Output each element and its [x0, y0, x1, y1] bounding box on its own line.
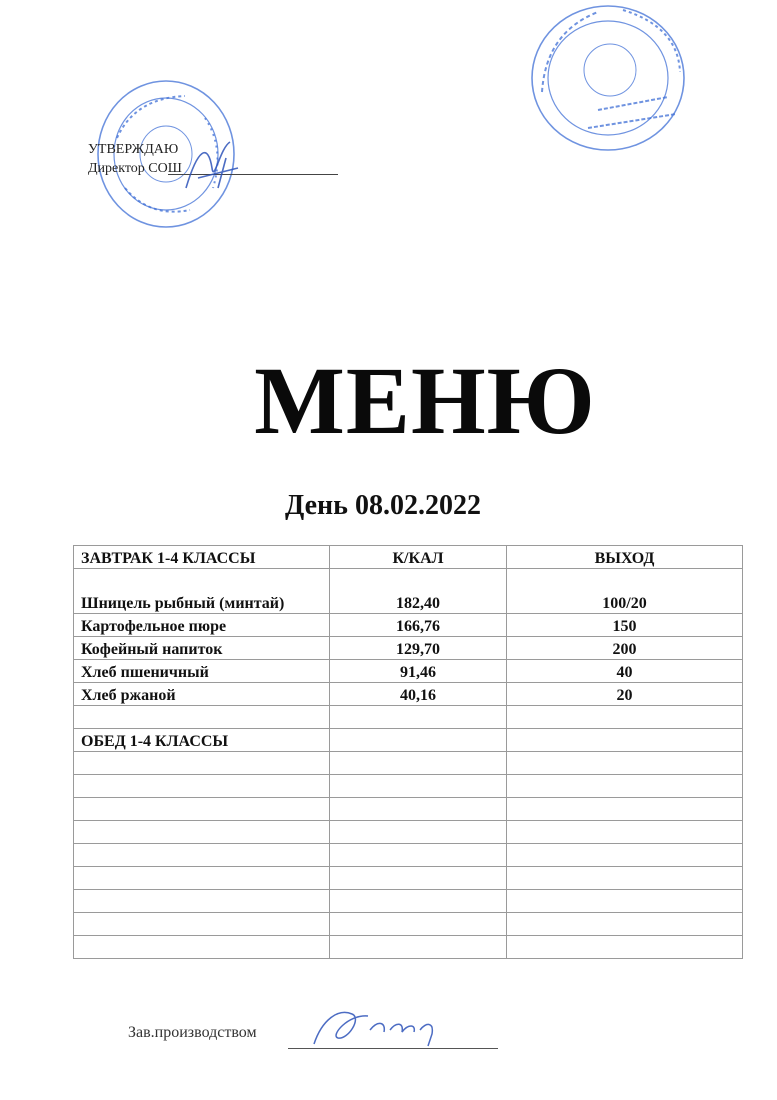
approval-title: УТВЕРЖДАЮ: [88, 142, 179, 157]
header-kcal: К/КАЛ: [330, 546, 507, 569]
dish-yield: 40: [507, 660, 743, 683]
header-yield: ВЫХОД: [507, 546, 743, 569]
dish-kcal: 40,16: [330, 683, 507, 706]
menu-date: День 08.02.2022: [285, 490, 481, 521]
empty-row: [74, 821, 743, 844]
dish-yield: 150: [507, 614, 743, 637]
menu-table: [73, 545, 743, 959]
table-row: [74, 660, 743, 683]
dish-kcal: 182,40: [330, 569, 507, 614]
dish-yield: 100/20: [507, 569, 743, 614]
director-signature: [178, 138, 248, 203]
page-title: МЕНЮ: [254, 347, 596, 454]
production-manager-signature: [308, 1000, 458, 1057]
dish-kcal: 166,76: [330, 614, 507, 637]
production-manager-label: Зав.производством: [128, 1024, 257, 1041]
dish-name: Кофейный напиток: [74, 637, 330, 660]
header-meal: ЗАВТРАК 1-4 КЛАССЫ: [74, 546, 330, 569]
round-seal-right: [528, 2, 690, 165]
dish-name: Хлеб ржаной: [74, 683, 330, 706]
dish-name: Хлеб пшеничный: [74, 660, 330, 683]
table-header-row: [74, 546, 743, 569]
dish-name: Шницель рыбный (минтай): [74, 569, 330, 614]
empty-row: [74, 775, 743, 798]
dish-yield: 20: [507, 683, 743, 706]
dish-kcal: 91,46: [330, 660, 507, 683]
dish-name: Картофельное пюре: [74, 614, 330, 637]
empty-row: [74, 913, 743, 936]
dish-yield: 200: [507, 637, 743, 660]
table-row: [74, 683, 743, 706]
dish-kcal: 129,70: [330, 637, 507, 660]
empty-row: [74, 706, 743, 729]
lunch-header-row: [74, 729, 743, 752]
table-row: [74, 569, 743, 614]
lunch-title: ОБЕД 1-4 КЛАССЫ: [74, 729, 330, 752]
empty-row: [74, 936, 743, 959]
empty-row: [74, 867, 743, 890]
approval-position: Директор СОШ: [88, 161, 182, 176]
table-row: [74, 637, 743, 660]
table-row: [74, 614, 743, 637]
empty-row: [74, 890, 743, 913]
empty-row: [74, 798, 743, 821]
empty-row: [74, 844, 743, 867]
empty-row: [74, 752, 743, 775]
